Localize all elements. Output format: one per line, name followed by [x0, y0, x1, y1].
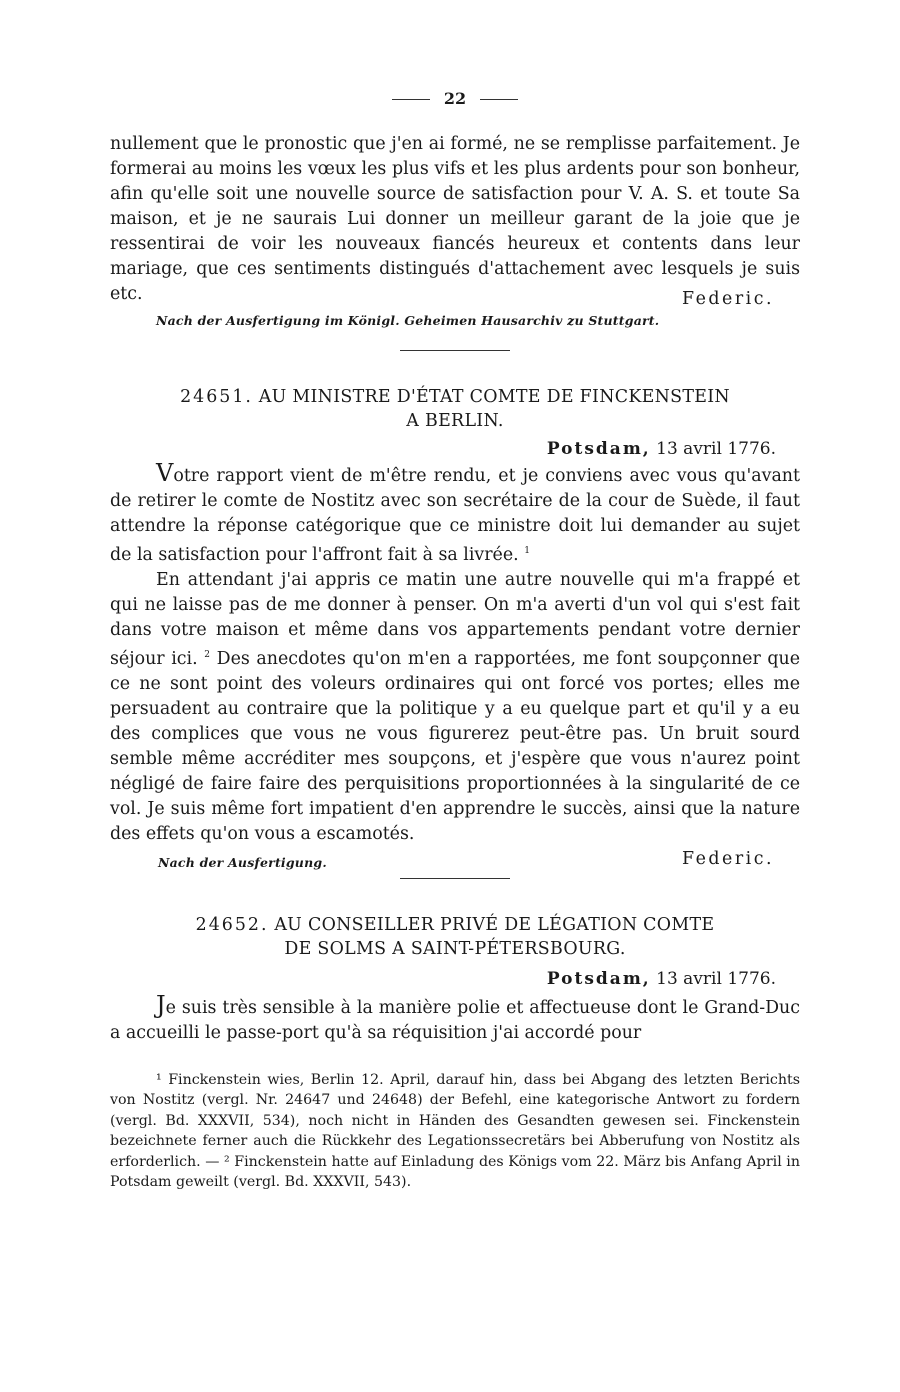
letter-title-text: AU CONSEILLER PRIVÉ DE LÉGATION COMTE	[274, 914, 715, 935]
page-number: 22	[443, 89, 467, 108]
page-header	[110, 84, 800, 114]
letter-title-line-1	[110, 913, 800, 937]
letter-title-line-1	[110, 385, 800, 409]
header-dash-right	[480, 99, 518, 100]
signature: Federic.	[682, 848, 774, 869]
header-dash-left	[392, 99, 430, 100]
letter-title	[110, 385, 800, 433]
letter-number: 24651.	[180, 387, 253, 407]
paragraph-text: otre rapport vient de m'être rendu, et je conviens avec vous qu'avant de retirer le comte de Nostitz avec son secrétaire de la cour de Suède, il faut attendre la réponse catégorique que ce ministre doit lui demander au sujet de la satisfaction pour l'affront fait à sa livrée.	[110, 466, 800, 565]
initial-letter: V	[156, 459, 174, 487]
footnotes	[110, 1070, 800, 1193]
letter-body	[110, 990, 800, 1046]
letter-paragraph	[110, 461, 800, 568]
continued-footer	[110, 289, 800, 328]
letter-title-line-2: A BERLIN.	[406, 411, 504, 431]
source-note: Nach der Ausfertigung.	[158, 854, 327, 870]
letter-title	[110, 913, 800, 961]
letter-number: 24652.	[195, 914, 269, 935]
letter-date	[110, 439, 776, 459]
date-day: 13 avril 1776.	[656, 968, 776, 989]
letter-date	[110, 969, 776, 989]
letter-paragraph	[110, 568, 800, 847]
footnote-marker: 1	[524, 546, 530, 556]
letter-title-text: AU MINISTRE D'ÉTAT COMTE DE FINCKENSTEIN	[258, 387, 730, 407]
paragraph-text: e suis très sensible à la manière polie et affectueuse dont le Grand-Duc a accueilli le passe-port qu'à sa réquisition j'ai accordé pour	[110, 997, 800, 1043]
section-divider	[400, 878, 510, 879]
footnote-marker: 2	[204, 649, 210, 660]
paragraph-text: Des anecdotes qu'on m'en a rapportées, me font soupçonner que ce ne sont point des voleurs ordinaires qui ont forcé vos portes; elles me persuadent au contraire que la politique y a eu quelque part et qu'il y a eu des complices que vous ne vous figurerez peut-être pas. Un bruit sourd semble même accréditer mes soupçons, et j'espère que vous n'aurez point négligé de faire faire des perquisitions proportionnées à la singularité de ce vol. Je suis même fort impatient d'en apprendre le succès, ainsi que la nature des effets qu'on vous a escamotés.	[110, 648, 801, 844]
letter-footer	[110, 849, 800, 870]
paragraph-text: En attendant j'ai appris ce matin une autre nouvelle qui m'a frappé et qui ne laisse pas de me donner à penser. On m'a averti d'un vol qui s'est fait dans votre maison et même dans vos appartements pendant votre dernier séjour ici.	[110, 569, 800, 669]
date-day: 13 avril 1776.	[656, 439, 776, 459]
date-place: Potsdam,	[546, 968, 651, 989]
signature: Federic.	[682, 289, 774, 309]
footnote-text: ¹ Finckenstein wies, Berlin 12. April, darauf hin, dass bei Abgang des letzten Berichts von Nostitz (vergl. Nr. 24647 und 24648) der Befehl, eine kategorische Antwort zu fordern (vergl. Bd. XXXVII, 534), noch nicht in Händen des Gesandten gewesen sei. Finckenstein bezeichnete ferner auch die Rückkehr des Legationssecretärs bei Abberufung von Nostitz als erforderlich. — ² Finckenstein hatte auf Einladung des Königs vom 22. März bis Anfang April in Potsdam geweilt (vergl. Bd. XXXVII, 543).	[110, 1071, 800, 1191]
continued-letter	[110, 132, 800, 307]
book-page	[110, 84, 800, 1193]
letter-title-line-2: DE SOLMS A SAINT-PÉTERSBOURG.	[284, 938, 626, 959]
section-divider	[400, 350, 510, 351]
letter-body	[110, 461, 800, 847]
continued-paragraph: nullement que le pronostic que j'en ai formé, ne se remplisse parfaitement. Je formerai au moins les vœux les plus vifs et les plus ardents pour son bonheur, afin qu'elle soit une nouvelle source de satisfaction pour V. A. S. et toute Sa maison, et je ne saurais Lui donner un meilleur garant de la joie que je ressentirai de voir les nouveaux fiancés heureux et contents dans leur mariage, que ces sentiments distingués d'attachement avec lesquels je suis etc.	[110, 134, 800, 304]
letter-paragraph	[110, 990, 800, 1046]
source-note: Nach der Ausfertigung im Königl. Geheimen Hausarchiv zu Stuttgart.	[156, 313, 660, 328]
initial-letter: J	[156, 990, 166, 1019]
date-place: Potsdam,	[546, 439, 651, 459]
